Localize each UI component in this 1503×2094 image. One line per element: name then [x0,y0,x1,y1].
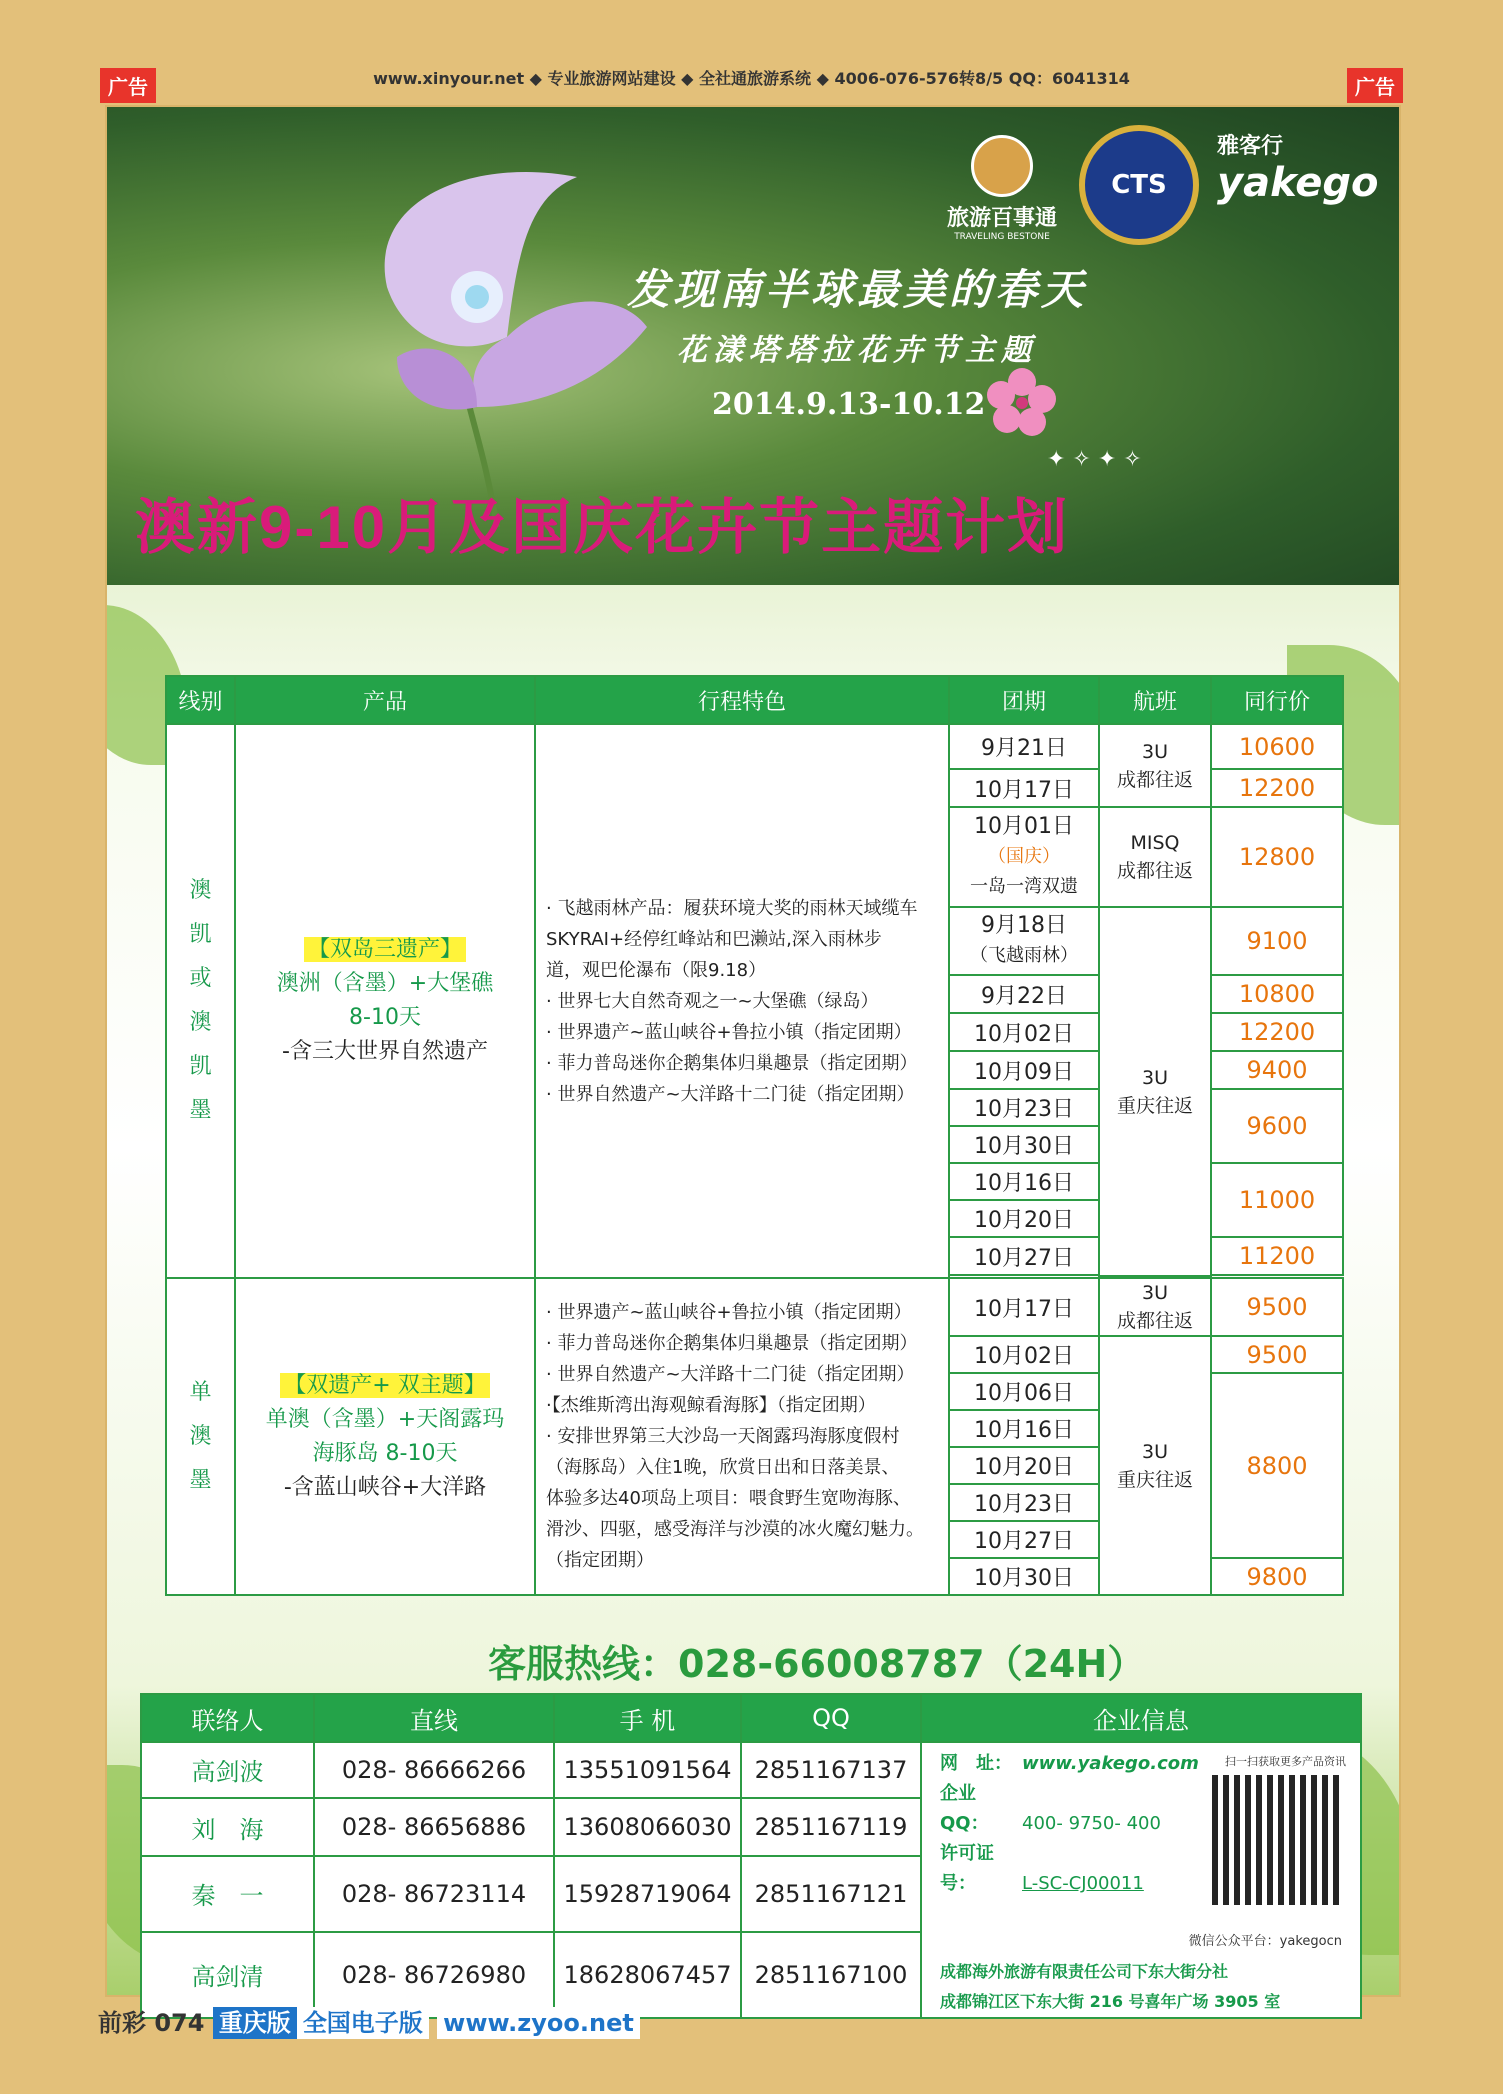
contact-tel[interactable]: 028- 86666266 [314,1742,554,1798]
logo-cts: CTS [1079,125,1199,245]
date-cell: 10月23日 [949,1484,1099,1521]
contact-qq: 2851167137 [741,1742,921,1798]
date-cell: 10月27日 [949,1521,1099,1558]
date-cell: 10月09日 [949,1051,1099,1089]
national-edition: 全国电子版 [297,2007,429,2039]
product-cell-2 [235,1278,535,1595]
main-title: 澳新9-10月及国庆花卉节主题计划 [135,494,1070,561]
price-cell: 9800 [1211,1558,1343,1595]
flight-cell: 3U 重庆往返 [1099,907,1211,1276]
company-address: 成都锦江区下东大街 216 号喜年广场 3905 室 [940,1992,1281,2011]
product-tag: 【双岛三遗产】 [304,937,466,962]
product-name-2: 海豚岛 8-10天 [312,1440,458,1466]
company-name: 成都海外旅游有限责任公司下东大街分社 [940,1962,1229,1981]
page-number: 前彩 074 [98,2009,205,2037]
contact-row [141,1742,1361,1798]
date-cell: 10月23日 [949,1089,1099,1126]
date-cell: 9月21日 [949,724,1099,769]
contact-mobile[interactable]: 13551091564 [554,1742,741,1798]
price-cell: 11200 [1211,1237,1343,1275]
col-header-company-info: 企业信息 [921,1694,1361,1742]
product-name: 澳洲（含墨）+大堡礁 [276,971,494,996]
enterprise-qq: 400- 9750- 400 [1022,1813,1161,1834]
price-cell: 10600 [1211,724,1343,769]
banner-title: 发现南半球最美的春天 [627,265,1088,314]
contact-header-row [141,1694,1361,1742]
col-header-mobile: 手 机 [554,1694,741,1742]
contact-tel[interactable]: 028- 86726980 [314,1932,554,2018]
hibiscus-icon [987,367,1057,437]
flight-cell: 3U 成都往返 [1099,724,1211,807]
contact-qq: 2851167119 [741,1798,921,1857]
date-cell: 10月30日 [949,1558,1099,1595]
contact-qq: 2851167121 [741,1856,921,1931]
footer-site-link[interactable]: www.zyoo.net [437,2007,640,2039]
contact-tel[interactable]: 028- 86656886 [314,1798,554,1857]
col-header-features: 行程特色 [535,676,949,724]
date-cell: 10月16日 [949,1163,1099,1200]
contact-qq: 2851167100 [741,1932,921,2018]
date-cell: 10月06日 [949,1373,1099,1410]
contact-name: 高剑波 [141,1742,314,1798]
product-cell-1 [235,724,535,1278]
sparkle-icons: ✦ ✧ ✦ ✧ [1047,447,1142,472]
date-cell: 9月18日 （飞越雨林） [949,907,1099,975]
flight-cell: MISQ 成都往返 [1099,807,1211,907]
date-cell: 10月17日 [949,769,1099,807]
plan-header-row [166,676,1343,724]
banner-dates: 2014.9.13-10.12 [712,387,986,422]
contact-name: 刘 海 [141,1798,314,1857]
product-name: 单澳（含墨）+天阁露玛 [265,1406,505,1432]
contact-name: 高剑清 [141,1932,314,2018]
price-cell: 9400 [1211,1051,1343,1089]
wechat-info: 微信公众平台：yakegocn [1188,1934,1342,1949]
date-cell: 10月02日 [949,1013,1099,1051]
flight-cell: 3U 成都往返 [1099,1278,1211,1336]
company-info-cell: 网 址： www.yakego.com 企业QQ： 400- 9750- 400 许可证号： L-SC-CJ00011 扫一扫获取更多产品资讯 微信公众平台：yakegocn 成都海外旅游有限责任公司下东大街分社 成都锦江区下东大街 216 号喜年广场 3905 室 [921,1742,1361,2018]
price-cell: 9600 [1211,1089,1343,1163]
banner-subtitle: 花漾塔塔拉花卉节主题 [677,333,1037,368]
date-cell: 10月27日 [949,1237,1099,1275]
price-cell: 12200 [1211,1013,1343,1051]
price-cell: 10800 [1211,975,1343,1013]
contact-mobile[interactable]: 13608066030 [554,1798,741,1857]
features-cell-1: · 飞越雨林产品：履获环境大奖的雨林天域缆车 SKYRAI+经停红峰站和巴濑站,深入雨林步 道，观巴伦瀑布（限9.18） · 世界七大自然奇观之一~大堡礁（绿岛） · 世界遗产~蓝山峡谷+鲁拉小镇（指定团期） · 菲力普岛迷你企鹅集体归巢趣景（指定团期） · 世界自然遗产~大洋路十二门徒（指定团期） [535,724,949,1278]
price-cell: 12800 [1211,807,1343,907]
price-cell: 9500 [1211,1336,1343,1373]
license-number: L-SC-CJ00011 [1022,1873,1144,1894]
ad-tag-right: 广告 [1347,68,1403,103]
plan-table [165,675,1344,1596]
col-header-line: 线别 [166,676,235,724]
date-cell: 10月30日 [949,1126,1099,1163]
price-cell: 12200 [1211,769,1343,807]
date-cell: 10月02日 [949,1336,1099,1373]
logo-yakego: 雅客行 yakego [1217,134,1379,206]
price-cell: 9100 [1211,907,1343,975]
contact-name: 秦 一 [141,1856,314,1931]
date-cell: 10月17日 [949,1278,1099,1336]
col-header-product: 产品 [235,676,535,724]
table-row [166,724,1343,769]
col-header-flight: 航班 [1099,676,1211,724]
footer [98,2003,640,2038]
qr-code-icon [1212,1775,1342,1905]
ad-tag-left: 广告 [100,68,156,103]
features-cell-2: · 世界遗产~蓝山峡谷+鲁拉小镇（指定团期） · 菲力普岛迷你企鹅集体归巢趣景（指定团期） · 世界自然遗产~大洋路十二门徒（指定团期） ·【杰维斯湾出海观鲸看海豚】（指定团期） · 安排世界第三大沙岛一天阁露玛海豚度假村 （海豚岛）入住1晚，欣赏日出和日落美景、 体验多达40项岛上项目：喂食野生宽吻海豚、 滑沙、四驱，感受海洋与沙漠的冰火魔幻魅力。 （指定团期） [535,1278,949,1595]
date-cell: 10月16日 [949,1410,1099,1447]
price-cell: 8800 [1211,1373,1343,1558]
contact-mobile[interactable]: 15928719064 [554,1856,741,1931]
website-link[interactable]: www.yakego.com [1022,1753,1199,1774]
contact-tel[interactable]: 028- 86723114 [314,1856,554,1931]
date-cell: 10月20日 [949,1200,1099,1237]
date-cell: 10月01日 （国庆） 一岛一湾双遗 [949,807,1099,907]
date-cell: 9月22日 [949,975,1099,1013]
col-header-qq: QQ [741,1694,921,1742]
col-header-contact: 联络人 [141,1694,314,1742]
contact-mobile[interactable]: 18628067457 [554,1932,741,2018]
price-cell: 11000 [1211,1163,1343,1237]
col-header-dates: 团期 [949,676,1099,724]
date-cell: 10月20日 [949,1447,1099,1484]
logo-travel-bestone: 旅游百事通 TRAVELING BESTONE [927,135,1077,235]
product-days: 8-10天 [349,1005,421,1030]
line-cell-aus-cairns: 澳 凯 或 澳 凯 墨 [166,724,235,1278]
qr-caption: 扫一扫获取更多产品资讯 [1225,1755,1346,1768]
lotus-flower-image [327,137,667,537]
flight-cell: 3U 重庆往返 [1099,1336,1211,1595]
edition-badge: 重庆版 [213,2007,297,2039]
line-cell-aus-only: 单 澳 墨 [166,1278,235,1595]
product-tag: 【双遗产+ 双主题】 [280,1373,489,1398]
col-header-price: 同行价 [1211,676,1343,724]
contact-table [140,1693,1362,2019]
top-info-line: www.xinyour.net ◆ 专业旅游网站建设 ◆ 全社通旅游系统 ◆ 4006-076-576转8/5 QQ：6041314 [373,69,1130,88]
table-row [166,1278,1343,1336]
hotline: 客服热线：028-66008787（24H） [488,1642,1146,1686]
price-cell: 9500 [1211,1278,1343,1336]
product-note: -含三大世界自然遗产 [282,1039,488,1064]
col-header-tel: 直线 [314,1694,554,1742]
product-note: -含蓝山峡谷+大洋路 [283,1474,487,1500]
